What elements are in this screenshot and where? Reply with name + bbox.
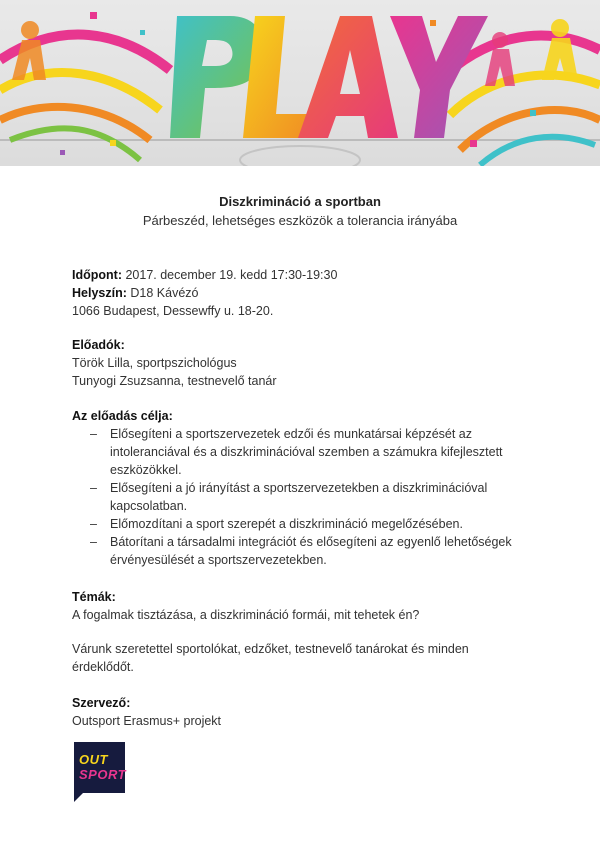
goal-item [90, 425, 542, 479]
goal-item [90, 479, 542, 515]
header-banner [0, 0, 600, 166]
event-details [72, 266, 542, 320]
goal-line: érvényesülését a sportszervezetekben. [110, 553, 327, 567]
speakers-label: Előadók: [72, 338, 125, 352]
banner-play-word [170, 16, 488, 138]
address: 1066 Budapest, Dessewffy u. 18-20. [72, 304, 274, 318]
organizer-label: Szervező: [72, 696, 131, 710]
goals-list [90, 425, 542, 569]
goal-line: Elősegíteni a jó irányítást a sportszervezetekben a diszkriminációval [110, 481, 488, 495]
event-subtitle: Párbeszéd, lehetséges eszközök a tolerancia irányába [142, 213, 458, 228]
organizer-section [72, 694, 542, 730]
invite-line: érdeklődőt. [72, 660, 134, 674]
goal-item [90, 533, 542, 569]
goal-item [90, 515, 542, 533]
event-title: Diszkrimináció a sportban [219, 194, 381, 209]
goals-label: Az előadás célja: [72, 409, 173, 423]
outsport-logo [74, 742, 125, 793]
goals-section [72, 407, 542, 569]
goal-line: Előmozdítani a sport szerepét a diszkrimináció megelőzésében. [110, 517, 463, 531]
bullet-dash: – [90, 481, 97, 495]
banner-artwork [0, 0, 600, 166]
organizer-name: Outsport Erasmus+ projekt [72, 714, 222, 728]
speakers-section [72, 336, 542, 390]
time-label: Időpont: [72, 268, 122, 282]
logo-text-out: OUT [79, 752, 108, 767]
goal-line: intoleranciával és a diszkriminációval szemben a számukra kifejlesztett [110, 445, 503, 459]
speaker-item: Tunyogi Zsuzsanna, testnevelő tanár [72, 374, 277, 388]
bullet-dash: – [90, 427, 97, 441]
speaker-item: Török Lilla, sportpszichológus [72, 356, 237, 370]
goal-line: Bátorítani a társadalmi integrációt és elősegíteni az egyenlő lehetőségek [110, 535, 512, 549]
topics-text: A fogalmak tisztázása, a diszkrimináció formái, mit tehetek én? [72, 608, 420, 622]
goal-line: kapcsolatban. [110, 499, 188, 513]
goal-line: eszközökkel. [110, 463, 182, 477]
logo-text-sport: SPORT [79, 767, 127, 782]
invitation-text [72, 640, 542, 676]
bullet-dash: – [90, 517, 97, 531]
place-value: D18 Kávézó [130, 286, 199, 300]
logo-tail [74, 792, 84, 802]
time-value: 2017. december 19. kedd 17:30-19:30 [125, 268, 338, 282]
place-label: Helyszín: [72, 286, 127, 300]
bullet-dash: – [90, 535, 97, 549]
invite-line: Várunk szeretettel sportolókat, edzőket, testnevelő tanárokat és minden [72, 642, 469, 656]
goal-line: Elősegíteni a sportszervezetek edzői és munkatársai képzését az [110, 427, 472, 441]
topics-label: Témák: [72, 590, 116, 604]
topics-section [72, 588, 542, 624]
